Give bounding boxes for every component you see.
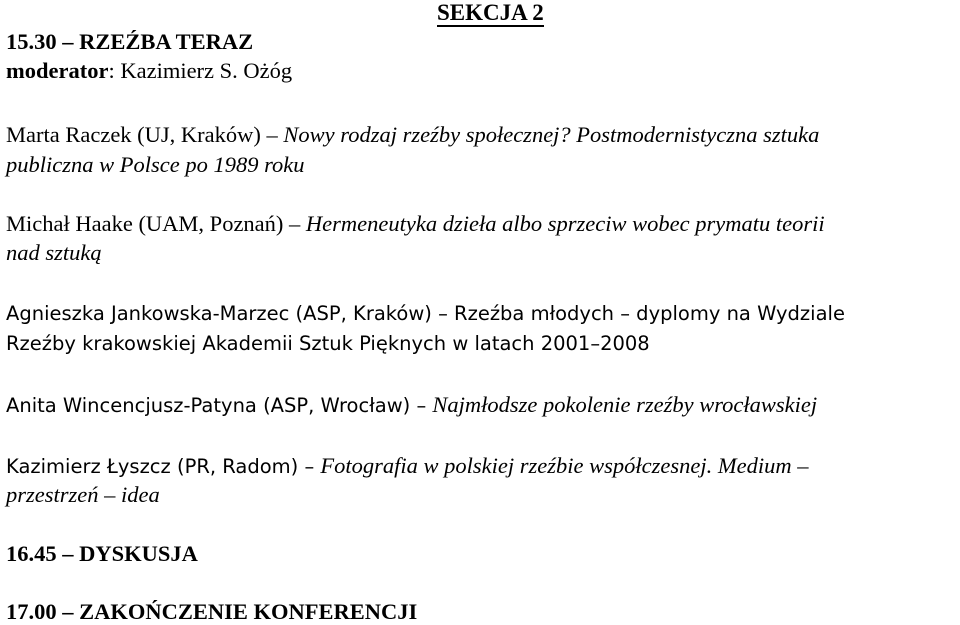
talk-3-speaker: Agnieszka Jankowska-Marzec (ASP, Kraków) – — [6, 302, 455, 325]
talk-5-line1 — [6, 453, 809, 479]
talk-1-line1 — [6, 122, 819, 148]
section-label: SEKCJA 2 — [437, 0, 544, 25]
talk-5-title: Fotografia w polskiej rzeźbie współczesnej. Medium – — [320, 453, 809, 478]
talk-2-speaker: Michał Haake (UAM, Poznań) – — [6, 211, 306, 236]
session-title: 15.30 – RZEŹBA TERAZ — [6, 29, 254, 54]
talk-1-title: Nowy rodzaj rzeźby społecznej? Postmodernistyczna sztuka — [283, 122, 820, 147]
talk-2-line1 — [6, 211, 825, 237]
moderator-name: : Kazimierz S. Ożóg — [108, 58, 293, 83]
talk-3-title: Rzeźba młodych – dyplomy na Wydziale — [454, 302, 845, 325]
talk-5-title-cont: przestrzeń – idea — [6, 482, 160, 507]
talk-4-line1 — [6, 392, 817, 418]
discussion-item: 16.45 – DYSKUSJA — [6, 541, 198, 566]
moderator-line — [6, 58, 292, 84]
closing-item: 17.00 – ZAKOŃCZENIE KONFERENCJI — [6, 599, 418, 624]
talk-3-line1 — [6, 302, 845, 325]
talk-4-speaker: Anita Wincencjusz-Patyna (ASP, Wrocław) – — [6, 394, 433, 417]
moderator-label: moderator — [6, 58, 109, 83]
talk-2-title-cont: nad sztuką — [6, 240, 102, 265]
talk-5-speaker: Kazimierz Łyszcz (PR, Radom) – — [6, 455, 321, 478]
talk-1-title-cont: publiczna w Polsce po 1989 roku — [6, 152, 305, 177]
section-heading — [437, 0, 544, 26]
talk-3-title-cont: Rzeźby krakowskiej Akademii Sztuk Pięknych w latach 2001–2008 — [6, 332, 650, 355]
talk-1-speaker: Marta Raczek (UJ, Kraków) – — [6, 122, 284, 147]
talk-2-title: Hermeneutyka dzieła albo sprzeciw wobec prymatu teorii — [305, 211, 825, 236]
talk-4-title: Najmłodsze pokolenie rzeźby wrocławskiej — [432, 392, 818, 417]
